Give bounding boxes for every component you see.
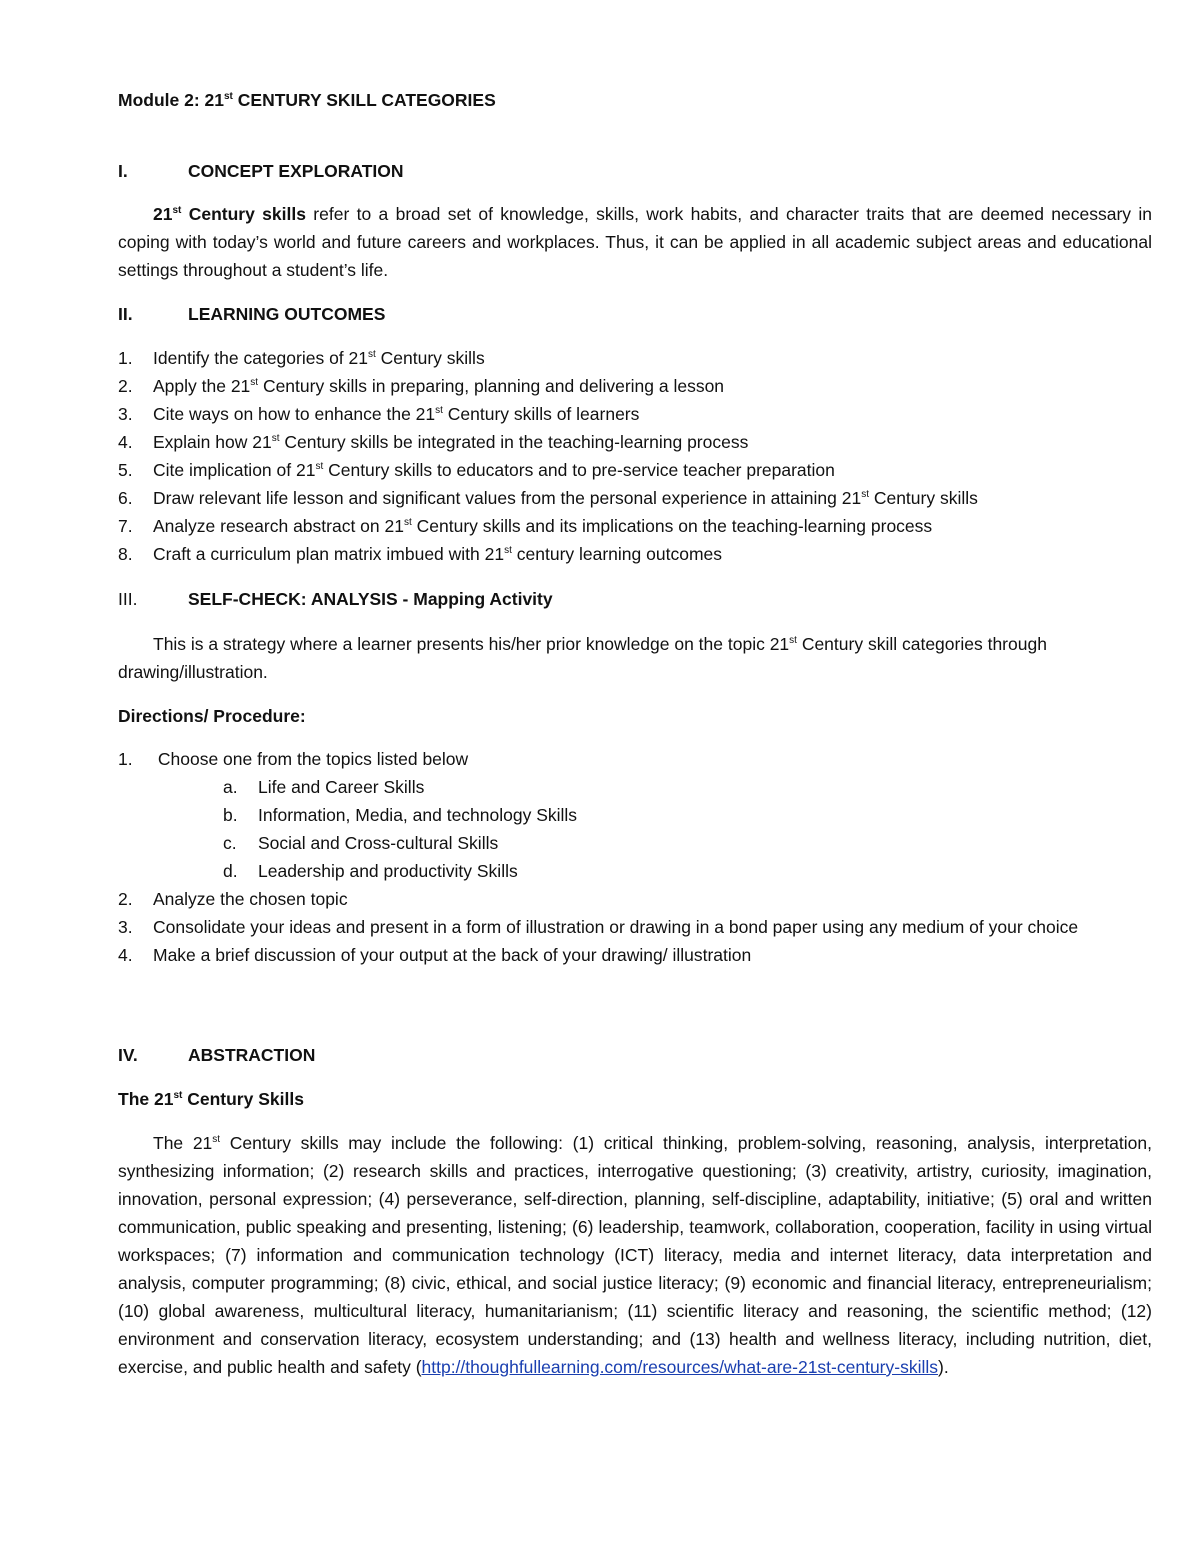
list-item: 6. Draw relevant life lesson and significant values from the personal experience in attaining 21st Century skills bbox=[118, 488, 978, 508]
topic-list bbox=[118, 773, 1152, 885]
self-check-paragraph: This is a strategy where a learner presents his/her prior knowledge on the topic 21st Century skill categories through drawing/illustration. bbox=[118, 634, 1047, 682]
list-item: 1. Identify the categories of 21st Century skills bbox=[118, 348, 485, 368]
section-heading-abstraction: IV. ABSTRACTION bbox=[118, 1045, 316, 1065]
list-item: 4. Make a brief discussion of your output at the back of your drawing/ illustration bbox=[118, 945, 752, 965]
list-item: 7. Analyze research abstract on 21st Century skills and its implications on the teaching-learning process bbox=[118, 516, 933, 536]
abstraction-paragraph: The 21st Century skills may include the following: (1) critical thinking, problem-solving, reasoning, analysis, interpretation, synthesizing information; (2) research skills and practices, interrogative questioning; (3) creativity, artistry, curiosity, imagination, innovation, personal expression; (4) perseverance, self-direction, planning, self-discipline, adaptability, initiative; (5) oral and written communication, public speaking and presenting, listening; (6) leadership, teamwork, collaboration, cooperation, facility in using virtual workspaces; (7) information and communication technology (ICT) literacy, media and internet literacy, data interpretation and analysis, computer programming; (8) civic, ethical, and social justice literacy; (9) economic and financial literacy, entrepreneurialism; (10) global awareness, multicultural literacy, humanitarianism; (11) scientific literacy and reasoning, the scientific method; (12) environment and conservation literacy, ecosystem understanding; and (13) health and wellness literacy, including nutrition, diet, exercise, and public health and safety (http://thoughfullearning.com/resources/what-are-21st-century-skills). bbox=[118, 1133, 1152, 1377]
list-item: 1. Choose one from the topics listed below bbox=[118, 749, 469, 769]
list-item: b. Information, Media, and technology Skills bbox=[223, 805, 578, 825]
list-item: a. Life and Career Skills bbox=[223, 777, 425, 797]
procedure-list bbox=[118, 745, 1152, 969]
list-item: c. Social and Cross-cultural Skills bbox=[223, 833, 499, 853]
list-item: 5. Cite implication of 21st Century skills to educators and to pre-service teacher preparation bbox=[118, 460, 835, 480]
list-item: 3. Cite ways on how to enhance the 21st Century skills of learners bbox=[118, 404, 640, 424]
list-item: 4. Explain how 21st Century skills be integrated in the teaching-learning process bbox=[118, 432, 749, 452]
list-item: 2. Analyze the chosen topic bbox=[118, 889, 348, 909]
list-item: 8. Craft a curriculum plan matrix imbued with 21st century learning outcomes bbox=[118, 544, 723, 564]
thoughtfullearning-link[interactable]: http://thoughfullearning.com/resources/what-are-21st-century-skills bbox=[421, 1357, 938, 1377]
section-heading-learning-outcomes: II. LEARNING OUTCOMES bbox=[118, 304, 386, 324]
page-title: Module 2: 21st CENTURY SKILL CATEGORIES bbox=[118, 90, 496, 110]
directions-heading: Directions/ Procedure: bbox=[118, 706, 306, 726]
section-heading-self-check: III. SELF-CHECK: ANALYSIS - Mapping Activity bbox=[118, 589, 553, 609]
learning-outcomes-list bbox=[118, 344, 1152, 568]
concept-paragraph: 21st Century skills refer to a broad set of knowledge, skills, work habits, and character traits that are deemed necessary in coping with today’s world and future careers and workplaces. Thus, it can be applied in all academic subject areas and educational settings throughout a student’s life. bbox=[118, 204, 1152, 280]
subheading-21st-century-skills: The 21st Century Skills bbox=[118, 1089, 304, 1109]
list-item: 3. Consolidate your ideas and present in a form of illustration or drawing in a bond paper using any medium of your choice bbox=[118, 917, 1079, 937]
section-heading-concept-exploration: I. CONCEPT EXPLORATION bbox=[118, 161, 404, 181]
list-item: 2. Apply the 21st Century skills in preparing, planning and delivering a lesson bbox=[118, 376, 725, 396]
list-item: d. Leadership and productivity Skills bbox=[223, 861, 518, 881]
